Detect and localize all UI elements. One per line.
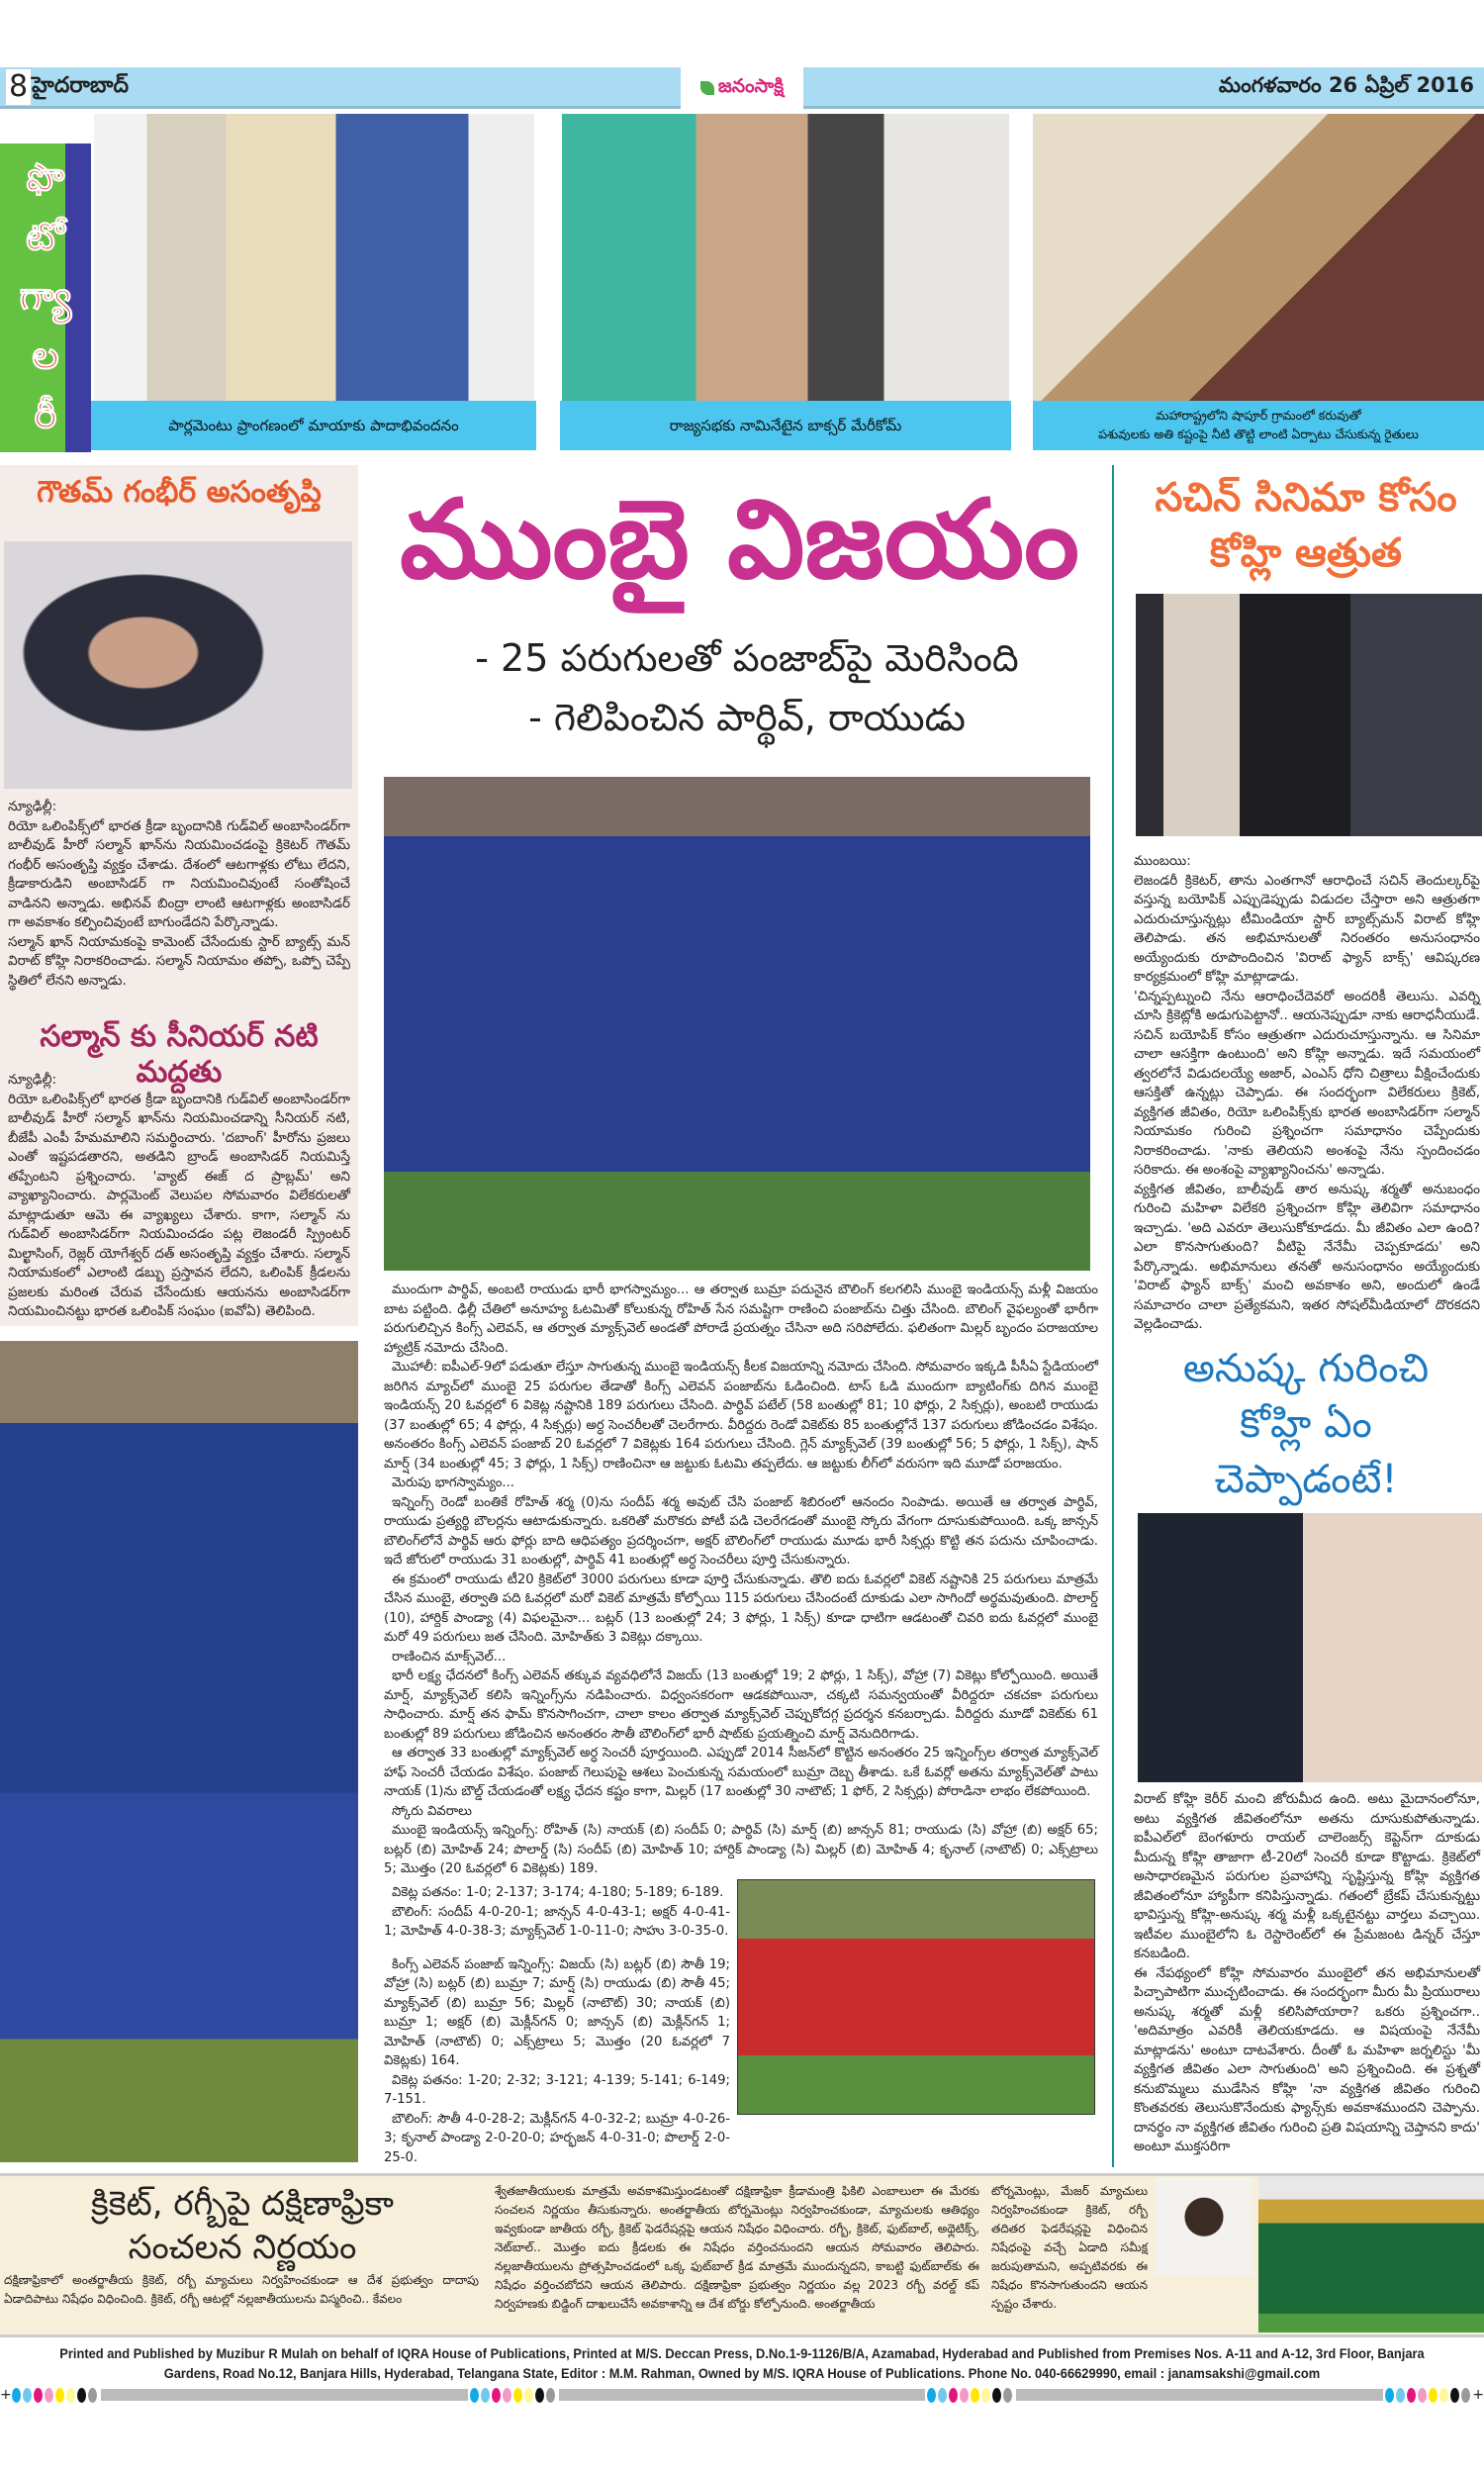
headline-line: అనుష్క గురించి (1182, 1346, 1430, 1391)
logo-text: జనంసాక్షి (717, 74, 785, 97)
page-number: 8 (6, 69, 31, 105)
newspaper-logo (681, 67, 803, 109)
main-article (384, 1281, 1098, 1879)
caption-text: పార్లమెంటు ప్రాంగణంలో మాయాకు పాదాభివందనం (168, 416, 459, 434)
photo-gambhir (4, 541, 352, 789)
paragraph: వ్యక్తిగత జీవితం, బాలీవుడ్ తార అనుష్క శర్మతో అనుబంధం గురించి మహిళా విలేకరి ప్రశ్నించగా కోహ్లి తెలివిగా సమాధానం ఇచ్చాడు. 'అది ఎవరూ తెలుసుకోకూడదు. మీ జీవితం ఎలా ఉంది? ఎలా కొనసాగుతుంది? వీటిపై నేనేమీ చెప్పకూడదు' అని పేర్కొన్నాడు. అభిమానులు తనతో అనుసంధానం అయ్యేందుకు 'విరాట్ ఫ్యాన్ బాక్స్' మంచి అవకాశం అని, అందులో ఉండే సమాచారం చాలా ప్రత్యేకమని, ఇతర సోషల్‌మీడియాలో దొరకదని వెల్లడించాడు. (1134, 1181, 1480, 1332)
photo-sports-minister (1156, 2178, 1252, 2275)
color-registration-bar (0, 2387, 1484, 2403)
bowling-figures: బౌలింగ్: సందీప్ 4-0-20-1; జాన్సన్ 4-0-43-1; అక్షర్ 4-0-41-1; మోహిత్ 4-0-38-3; మ్యాక్స్‌వెల్ 1-0-11-0; సాహు 3-0-35-0. (384, 1904, 730, 1939)
paragraph: విరాట్ కోహ్లి కెరీర్ మంచి జోరుమీద ఉంది. అటు మైదానంలోనూ, అటు వ్యక్తిగత జీవితంలోనూ అతను దూసుకుపోతున్నాడు. ఐపీఎల్‌లో బెంగళూరు రాయల్ చాలెంజర్స్ కెప్టెన్‌గా దూకుడు మీదున్న కోహ్లి తాజాగా టీ-20లో సెంచరీ కూడా కొట్టాడు. క్రికెట్‌లో అసాధారణమైన పరుగుల ప్రవాహాన్ని సృష్టిస్తున్న కోహ్లి వ్యక్తిగత జీవితంలోనూ హ్యాపీగా కనిపిస్తున్నాడు. గతంలో బ్రేకప్ చేసుకున్నట్టు భావిస్తున్న కోహ్లి-అనుష్క శర్మ మళ్లీ ఒక్కటైనట్టు వార్తలు వచ్చాయి. ఇటీవల ముంబైలోని ఓ రెస్టారెంట్‌లో ఈ ప్రేమజంట డిన్నర్ చేస్తూ కనబడింది. (1134, 1791, 1480, 1961)
edition-city: హైదరాబాద్ (32, 73, 129, 98)
headline-line: సంచలన నిర్ణయం (128, 2228, 357, 2267)
caption-text: మహారాష్ట్రలోని షాపూర్ గ్రామంలో కరువుతో (1156, 408, 1361, 424)
gallery-letter: గ్యా (19, 274, 72, 318)
bowling-figures: బౌలింగ్: సౌతీ 4-0-28-2; మెక్లీన్‌గన్ 4-0-32-2; బుమ్రా 4-0-26-3; కృనాల్ పాండ్యా 2-0-20-0; హర్భజన్ 4-0-31-0; పొలార్డ్ 2-0-25-0. (384, 2111, 730, 2165)
paragraph: ఈ నేపథ్యంలో కోహ్లి సోమవారం ముంబైలో తన అభిమానులతో పిచ్చాపాటిగా ముచ్చటించాడు. ఈ సందర్భంగా మీరు మీ ప్రియురాలు అనుష్క శర్మతో మళ్లీ కలిసిపోయారా? ఒకరు ప్రశ్నించగా.. 'అదిమాత్రం ఎవరికీ తెలియకూడదు. ఆ విషయంపై నేనేమీ మాట్లాడను' అంటూ దాటవేశారు. దీంతో ఓ మహిళా జర్నలిస్టు 'మీ వ్యక్తిగత జీవితం ఎలా సాగుతుంది' అని ప్రశ్నించింది. ఈ ప్రశ్నతో కనుబొమ్మలు ముడేసిన కోహ్లి 'నా వ్యక్తిగత జీవితం గురించి కొంతవరకు తెలుసుకొనేందుకు ఫ్యాన్స్‌కు అవకాశముందని చెప్పాను. దానర్థం నా వ్యక్తిగత జీవితం గురించి ప్రతి విషయాన్ని చెప్తానని కాదు' అంటూ ముక్తసరిగా (1134, 1964, 1480, 2154)
photo-mary-kom (562, 114, 1009, 401)
paragraph: ఈ క్రమంలో రాయుడు టీ20 క్రికెట్‌లో 3000 పరుగులు కూడా పూర్తి చేసుకున్నాడు. తొలి ఐదు ఓవర్లలో వికెట్ నష్టానికి 25 పరుగులు మాత్రమే చేసిన ముంబై, తర్వాతి పది ఓవర్లలో మరో వికెట్ మాత్రమే కోల్పోయి 115 పరుగులు చేసిందంటే దూకుడు ఎలా సాగిందో అర్థమవుతుంది. పొలార్డ్ (10), హార్దిక్ పాండ్యా (4) విఫలమైనా... బట్లర్ (13 బంతుల్లో 24; 3 ఫోర్లు, 1 సిక్స్) కూడా ధాటిగా ఆడటంతో చివరి ఐదు ఓవర్లలో ముంబై మరో 49 పరుగులు జత చేసింది. మోహిత్‌కు 3 వికెట్లు దక్కాయి. (384, 1571, 1098, 1645)
paragraph: ఇన్నింగ్స్ రెండో బంతికే రోహిత్ శర్మ (0)ను సందీప్ శర్మ అవుట్ చేసి పంజాబ్ శిబిరంలో ఆనందం నింపాడు. అయితే ఆ తర్వాత పార్థివ్, రాయుడు ప్రత్యర్థి బౌలర్లను ఆటాడుకున్నారు. ఒకరితో మరొకరు పోటీ పడి చెలరేగడంతో ముంబై స్కోరు వేగంగా దూసుకుపోయింది. ఒక్క జాన్సన్ బౌలింగ్‌లోనే పార్థివ్ ఆరు ఫోర్లు బాది ఆధిపత్యం ప్రదర్శించగా, అక్షర్ బౌలింగ్‌లో రాయుడు మూడు భారీ సిక్సర్లు కొట్టి తన పదును చూపించాడు. ఇదే జోరులో రాయుడు 31 బంతుల్లో, పార్థివ్ 41 బంతుల్లో అర్ధ సెంచరీలు పూర్తి చేసుకున్నారు. (384, 1494, 1098, 1568)
paragraph: సల్మాన్ ఖాన్ నియామకంపై కామెంట్ చేసేందుకు స్టార్ బ్యాట్స్ మన్ విరాట్ కోహ్లి నిరాకరించాడు. సల్మాన్ నియామం తప్పో, ఒప్పో చెప్పే స్థితిలో లేనని అన్నాడు. (8, 933, 350, 989)
headline-line: చెప్పాడంటే! (1214, 1457, 1398, 1502)
registration-mark: + (0, 2387, 12, 2403)
photo-mumbai-players (384, 777, 1090, 1271)
paragraph: ముందుగా పార్థివ్, అంబటి రాయుడు భారీ భాగస్వామ్యం... ఆ తర్వాత బుమ్రా పదునైన బౌలింగ్ కలగలిసి ముంబై ఇండియన్స్ మళ్లీ విజయం బాట పట్టింది. ఢిల్లీ చేతిలో అనూహ్య ఓటమితో కోలుకున్న రోహిత్ సేన సమష్టిగా రాణించి పంజాబ్‌ను చిత్తు చేసింది. బౌలింగ్ వైఫల్యంతో భారీగా పరుగులిచ్చిన కింగ్స్ ఎలెవన్, ఆ తర్వాత మ్యాక్స్‌వెల్ అండతో పోరాడే ప్రయత్నం చేసినా అది సరిపోలేదు. ఫలితంగా మిల్లర్ బృందం పరాజయాల హ్యాట్రిక్ నమోదు చేసింది. (384, 1283, 1098, 1356)
fall-of-wickets: వికెట్ల పతనం: 1-0; 2-137; 3-174; 4-180; 5-189; 6-189. (392, 1885, 724, 1900)
masthead-bar (0, 67, 1484, 109)
leaf-icon (700, 81, 714, 95)
main-subhead: - 25 పరుగులతో పంజాబ్‌పై మెరిసింది (475, 636, 1019, 680)
salman-article (8, 1071, 350, 1322)
gallery-caption (1033, 401, 1484, 450)
registration-mark: + (1472, 2387, 1484, 2403)
subhead: స్కోరు వివరాలు (392, 1803, 472, 1819)
gallery-letter: ల (32, 333, 59, 377)
headline-line: కోహ్లి ఆత్రుత (1209, 530, 1403, 576)
south-africa-story (0, 2173, 1484, 2337)
subhead: మెరుపు భాగస్వామ్యం... (392, 1475, 514, 1490)
dateline: న్యూఢిల్లీ: (8, 1072, 57, 1088)
photo-punjab-players (737, 1879, 1095, 2115)
gallery-caption (91, 401, 536, 450)
gallery-letter: టో (26, 215, 65, 258)
paragraph: మొహాలీ: ఐపీఎల్-9లో పడుతూ లేస్తూ సాగుతున్న ముంబై ఇండియన్స్ కీలక విజయాన్ని నమోదు చేసింది. సోమవారం ఇక్కడి పీసీఏ స్టేడియంలో జరిగిన మ్యాచ్‌లో ముంబై 25 పరుగుల తేడాతో కింగ్స్ ఎలెవన్ పంజాబ్‌ను ఓడించింది. టాస్ ఓడి ముందుగా బ్యాటింగ్‌కు దిగిన ముంబై ఇండియన్స్ 20 ఓవర్లలో 6 వికెట్ల నష్టానికి 189 పరుగులు చేసింది. పార్థివ్ పటేల్ (58 బంతుల్లో 81; 10 ఫోర్లు, 2 సిక్సర్లు), అంబటి రాయుడు (37 బంతుల్లో 65; 4 ఫోర్లు, 4 సిక్సర్లు) అర్ధ సెంచరీలతో చెలరేగారు. వీరిద్దరు రెండో వికెట్‌కు 85 బంతుల్లోనే 137 పరుగులు జోడించడం విశేషం. అనంతరం కింగ్స్ ఎలెవన్ పంజాబ్ 20 ఓవర్లలో 7 వికెట్లకు 164 పరుగులు చేసింది. గ్లెన్ మ్యాక్స్‌వెల్ (39 బంతుల్లో 56; 5 ఫోర్లు, 1 సిక్స్), షాన్ మార్ష్ (34 బంతుల్లో 45; 3 ఫోర్లు, 1 సిక్స్) రాణించినా ఆ జట్టుకు ఓటమి తప్పలేదు. ఆ జట్టుకు లీగ్‌లో వరుసగా ఇది మూడో పరాజయం. (384, 1360, 1099, 1472)
paragraph: లెజండరీ క్రికెటర్, తాను ఎంతగానో ఆరాధించే సచిన్ తెందుల్కర్‌పై వస్తున్న బయోపిక్ ఎప్పుడెప్పుడు విడుదల చేస్తారా అని ఆత్రుతగా ఎదురుచూస్తున్నట్లు టీమిండియా స్టార్ బ్యాట్స్‌మన్ విరాట్ కోహ్లి తెలిపాడు. తన అభిమానులతో నిరంతరం అనుసంధానం అయ్యేందుకు రూపొందించిన 'విరాట్ ఫ్యాన్ బాక్స్' ఆవిష్కరణ కార్యక్రమంలో కోహ్లి మాట్లాడాడు. (1134, 872, 1480, 985)
paragraph: ఆ తర్వాత 33 బంతుల్లో మ్యాక్స్‌వెల్ అర్ధ సెంచరీ పూర్తయింది. ఎప్పుడో 2014 సీజన్‌లో కొట్టిన అనంతరం 25 ఇన్నింగ్స్‌ల తర్వాత మ్యాక్స్‌వెల్ హాఫ్ సెంచరీ చేయడం విశేషం. పంజాబ్ గెలుపుపై ఆశలు పెంచుకున్న సమయంలో బుమ్రా దెబ్బ తీశాడు. ఒకే ఓవర్లో అతను మ్యాక్స్‌వెల్‌తో పాటు నాయక్ (1)ను బౌల్డ్ చేయడంతో లక్ష్య ఛేదన కష్టం కాగా, మిల్లర్ (17 బంతుల్లో 30 నాటౌట్; 1 ఫోర్, 2 సిక్సర్లు) పోరాడినా లాభం లేకపోయింది. (384, 1746, 1098, 1799)
gambhir-article (8, 798, 350, 991)
main-subhead: - గెలిపించిన పార్థివ్, రాయుడు (528, 696, 966, 739)
dateline: న్యూఢిల్లీ: (8, 799, 57, 814)
sa-text-col3: టోర్నమెంట్లు, మేజర్ మ్యాచులు నిర్వహించకుండా క్రికెట్, రగ్బీ తదితర ఫెడరేషన్లపై విధించిన నిషేధంపై వచ్చే ఏడాది సమీక్ష జరుపుతామని, అప్పటివరకు ఈ నిషేధం కొనసాగుతుందని ఆయన స్పష్టం చేశారు. (991, 2184, 1148, 2311)
paragraph: రియో ఒలింపిక్స్‌లో భారత క్రీడా బృందానికి గుడ్‌విల్ అంబాసిండర్‌గా బాలీవుడ్ హీరో సల్మాన్ ఖాన్‌ను నియమించడంపై క్రికెటర్ గౌతమ్ గంభీర్ అసంతృప్తి వ్యక్తం చేశాడు. దేశంలో ఆటగాళ్లకు లోటు లేదని, క్రీడాకారుడిని అంబాసిడర్ గా నియమించివుంటే సంతోషించే వాడినని అన్నాడు. అభినవ్ బింద్రా లాంటి ఆటగాళ్లకు అంబాసిడర్ గా అవకాశం కల్పించివుంటే బాగుండేదని పేర్కొన్నాడు. (8, 817, 350, 930)
main-headline: ముంబై విజయం (400, 476, 1079, 603)
innings: కింగ్స్ ఎలెవన్ పంజాబ్ ఇన్నింగ్స్: విజయ్ (సి) బట్లర్ (బి) సౌతీ 19; వోహ్రా (సి) బట్లర్ (బి) బుమ్రా 7; మార్ష్ (సి) రాయుడు (బి) సౌతీ 45; మ్యాక్స్‌వెల్ (బి) బుమ్రా 56; మిల్లర్ (నాటౌట్) 30; నాయక్ (బి) బుమ్రా 1; అక్షర్ (బి) మెక్లీన్‌గన్ 0; జాన్సన్ (బి) మెక్లీన్‌గన్ 1; మోహిత్ (నాటౌట్) 0; ఎక్స్‌ట్రాలు 5; మొత్తం (20 ఓవర్లలో 7 వికెట్లకు) 164. (384, 1956, 730, 2068)
sachin-article (1134, 852, 1480, 1335)
sa-headline (10, 2182, 475, 2269)
column-divider (1112, 465, 1114, 2167)
headline-line: కోహ్లి ఏం (1240, 1401, 1372, 1447)
anushka-article (1134, 1790, 1480, 2157)
photo-drought-cattle (1033, 114, 1484, 401)
salman-headline: సల్మాన్ కు సీనియర్ నటి మద్దతు (40, 1019, 319, 1090)
photo-kohli-anushka (1138, 1513, 1482, 1782)
photo-parliament (94, 114, 534, 401)
photo-kohli-fan-box (1136, 594, 1482, 836)
paragraph: రియో ఒలింపిక్స్‌లో భారత క్రీడా బృందానికి గుడ్‌విల్ అంబాసిండర్‌గా బాలీవుడ్ హీరో సల్మాన్ ఖాన్‌ను నియమించడాన్ని సీనియర్ నటి, బీజేపీ ఎంపీ హేమమాలిని సమర్థించారు. 'దబాంగ్' హీరోను ప్రజలు ఎంతో ఇష్టపడతారని, అతడిని బ్రాండ్ అంబాసిడర్ నియమిస్తే తప్పేంటని ప్రశ్నించారు. 'వ్యాట్ ఈజ్ ద ప్రాబ్లమ్' అని వ్యాఖ్యానించారు. పార్లమెంట్ వెలుపల సోమవారం విలేకరులతో మాట్లాడుతూ ఆమె ఈ వ్యాఖ్యలు చేశారు. కాగా, సల్మాన్ ను గుడ్‌విల్ అంబాసిడర్‌గా నియమించడం పట్ల లెజండరీ స్ప్రింటర్ మిల్ఖాసింగ్, రెజ్లర్ యోగేశ్వర్ దత్ అసంతృప్తి వ్యక్తం చేశారు. సల్మాన్ నియామకంలో ఎలాంటి డబ్బు ప్రస్తావన లేదని, ఒలింపిక్ క్రీడలను ప్రజలకు మరింత చేరువ చేసేందుకు ఆయనను అంబాసిడర్‌గా నియమించినట్టు భారత ఒలింపిక్ సంఘం (ఐవోఏ) తెలిపింది. (8, 1091, 350, 1319)
sa-text-col1: దక్షిణాఫ్రికాలో అంతర్జాతీయ క్రికెట్, రగ్బీ మ్యాచులు నిర్వహించకుండా ఆ దేశ ప్రభుత్వం దాదాపు ఏడాదిపాటు నిషేధం విధించింది. క్రికెట్, రగ్బీ ఆటల్లో నల్లజాతీయులను విస్మరించి.. కేవలం (4, 2273, 479, 2306)
paragraph: 'చిన్నప్పట్నుంచి నేను ఆరాధించేదెవరో అందరికీ తెలుసు. ఎవర్ని చూసి క్రికెట్లోకి అడుగుపెట్టానో.. ఆయనెప్పుడూ నాకు ఆరాధనీయుడే. సచిన్ బయోపిక్ కోసం ఆత్రుతగా ఎదురుచూస్తున్నాను. ఆ సినిమా చాలా ఆసక్తిగా ఉంటుంది' అని కోహ్లి అన్నాడు. ఇదే సమయంలో త్వరలోనే విడుదలయ్యే అజార్, ఎంఎస్ ధోని చిత్రాలు వీక్షించేందుకు ఆసక్తితో ఉన్నట్లు చెప్పాడు. ఈ సందర్భంగా విలేకరులు క్రికెట్, వ్యక్తిగత జీవితం, రియో ఒలింపిక్స్‌కు భారత అంబాసిడర్‌గా సల్మాన్ నియామకం గురించి ప్రశ్నించగా సమాధానం చెప్పేందుకు నిరాకరించాడు. 'నాకు తెలియని అంశంపై నేను స్పందించడం సరికాదు. ఈ అంశంపై వ్యాఖ్యానించను' అన్నాడు. (1134, 988, 1480, 1178)
headline-line: సచిన్ సినిమా కోసం (1155, 475, 1457, 521)
gallery-letter: రీ (34, 393, 57, 436)
dateline: ముంబయి: (1134, 853, 1191, 869)
sachin-headline (1128, 470, 1484, 581)
print-imprint: Printed and Published by Muzibur R Mulah on behalf of IQRA House of Publications, Printed at M/S. Deccan Press, D.No.1-9-1126/B/A, Azamabad, Hyderabad and Published from Premises Nos. A-11 and A-12, 3rd Floor, Banjara Gardens, Road No.12, Banjara Hills, Hyderabad, Telangana State, Editor : M.M. Rahman, Owned by M/S. IQRA House of Publications. Phone No. 040-66629990, email : janamsakshi@gmail.com (59, 2345, 1425, 2381)
photo-sa-team (1258, 2176, 1484, 2332)
issue-date: మంగళవారం 26 ఏప్రిల్ 2016 (1218, 73, 1474, 97)
caption-text: పశువులకు అతి కష్టంపై నీటి తొట్టి లాంటి ఏర్పాటు చేసుకున్న రైతులు (1098, 427, 1419, 441)
photo-rohit-batting (0, 1341, 358, 2162)
paragraph: ముంబై ఇండియన్స్ ఇన్నింగ్స్: రోహిత్ (సి) నాయక్ (బి) సందీప్ 0; పార్థివ్ (సి) మార్ష్ (బి) జాన్సన్ 81; రాయుడు (సి) వోహ్రా (బి) అక్షర్ 65; బట్లర్ (బి) మోహిత్ 24; పొలార్డ్ (సి) సందీప్ (బి) మోహిత్ 10; హార్దిక్ పాండ్యా (సి) మిల్లర్ (బి) మోహిత్ 4; కృనాల్ (నాటౌట్) 0; ఎక్స్‌ట్రాలు 5; మొత్తం (20 ఓవర్లలో 6 వికెట్లకు) 189. (384, 1823, 1098, 1876)
gambhir-headline: గౌతమ్ గంభీర్ అసంతృప్తి (37, 475, 322, 510)
scorecard (384, 1883, 730, 2167)
gallery-caption (560, 401, 1011, 450)
subhead: రాణించిన మాక్స్‌వెల్... (392, 1649, 507, 1665)
paragraph: భారీ లక్ష్య ఛేదనలో కింగ్స్ ఎలెవన్ తక్కువ వ్యవధిలోనే విజయ్ (13 బంతుల్లో 19; 2 ఫోర్లు, 1 సిక్స్), వోహ్రా (7) వికెట్లు కోల్పోయింది. అయితే మార్ష్, మ్యాక్స్‌వెల్ కలిసి ఇన్నింగ్స్‌ను నడిపించారు. విధ్వంసకరంగా ఆడకపోయినా, చక్కటి సమన్వయంతో వీరిద్దరూ చకచకా పరుగులు సాధించారు. మార్ష్ తన ఫామ్ కొనసాగించగా, చాలా కాలం తర్వాత మ్యాక్స్‌వెల్ చెప్పుకోదగ్గ ప్రదర్శన కనబర్చాడు. వీరిద్దరు మూడో వికెట్‌కు 61 బంతుల్లో 89 పరుగులు జోడించిన అనంతరం సౌతీ బౌలింగ్‌లో భారీ షాట్‌కు ప్రయత్నించి మార్ష్ వెనుదిరిగాడు. (384, 1668, 1098, 1742)
anushka-headline (1128, 1341, 1484, 1507)
sa-text-col2: శ్వేతజాతీయులకు మాత్రమే అవకాశమిస్తుండటంతో దక్షిణాఫ్రికా క్రీడామంత్రి ఫికిలి ఎంబాలులా ఈ మేరకు సంచలన నిర్ణయం తీసుకున్నారు. అంతర్జాతీయ టోర్నమెంట్లు నిర్వహించకుండా, మ్యాచులకు ఆతిథ్యం ఇవ్వకుండా జాతీయ రగ్బీ, క్రికెట్ ఫెడరేషన్లపై ఆయన నిషేధం విధించారు. రగ్బీ, క్రికెట్, ఫుట్‌బాల్, అథ్లెటిక్స్, నెట్‌బాల్.. మొత్తం ఐదు క్రీడలకు ఈ నిషేధం వర్తించనుందని ఆయన సోమవారం తెలిపారు. నల్లజాతీయులను ప్రోత్సహించడంలో ఒక్క ఫుట్‌బాల్ క్రీడ మాత్రమే ముందున్నదని, కాబట్టి ఫుట్‌బాల్‌కు ఈ నిషేధం వర్తించబోదని ఆయన తెలిపారు. దక్షిణాఫ్రికా ప్రభుత్వం నిర్ణయం వల్ల 2023 రగ్బీ వరల్డ్ కప్ నిర్వహణకు బిడ్డింగ్ దాఖలుచేసే అవకాశాన్ని ఆ దేశ బోర్డు కోల్పోనుంది. అంతర్జాతీయ (495, 2184, 979, 2311)
gallery-letter: ఫొ (26, 155, 65, 199)
headline-line: క్రికెట్, రగ్బీపై దక్షిణాఫ్రికా (90, 2184, 395, 2224)
photo-gallery-label (0, 143, 91, 452)
fall-of-wickets: వికెట్ల పతనం: 1-20; 2-32; 3-121; 4-139; 5-141; 6-149; 7-151. (384, 2072, 730, 2107)
caption-text: రాజ్యసభకు నామినేటైన బాక్సర్ మేరీకోమ్ (669, 416, 902, 434)
